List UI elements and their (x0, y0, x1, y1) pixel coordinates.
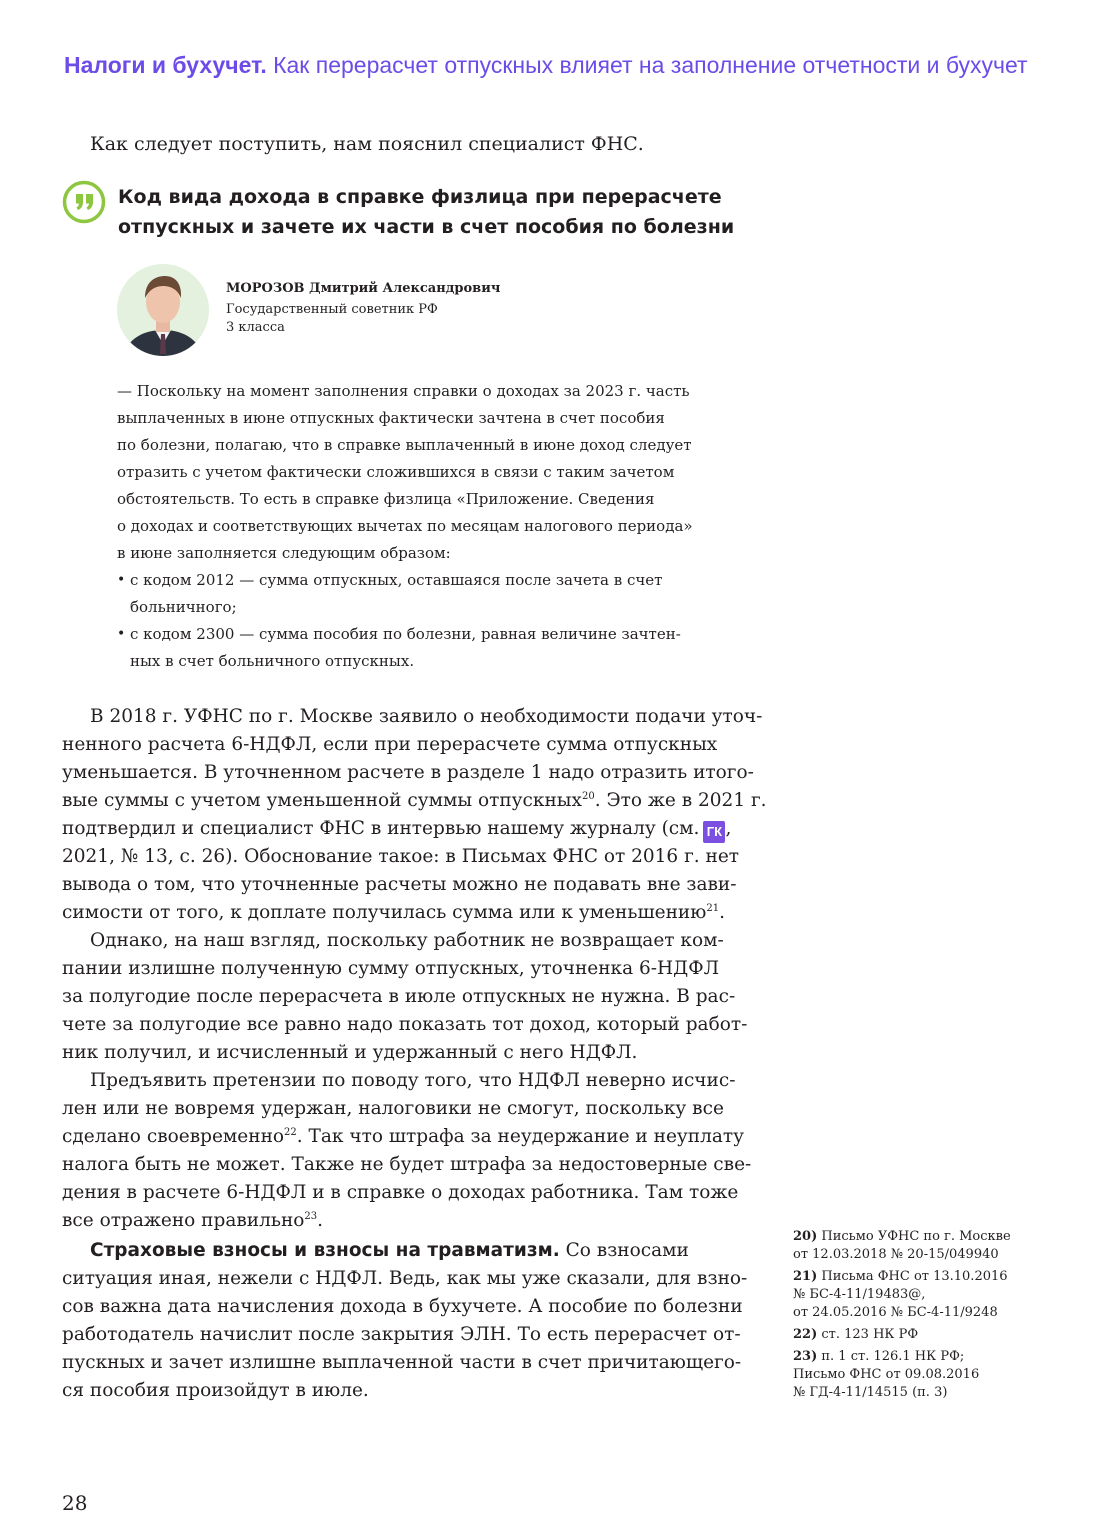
text-run: вые суммы с учетом уменьшенной суммы отпускных (62, 790, 582, 811)
quote-text-line: о доходах и соответствующих вычетах по месяцам налогового периода» (117, 517, 693, 535)
header-title: Как перерасчет отпускных влияет на заполнение отчетности и бухучет (273, 52, 1028, 78)
footnote-text: п. 1 ст. 126.1 НК РФ; (817, 1349, 965, 1364)
bullet-line: больничного; (130, 598, 237, 616)
body-line: пании излишне полученную сумму отпускных, уточненка 6-НДФЛ (62, 958, 720, 979)
body-line (90, 1240, 689, 1261)
expert-position: 3 класса (226, 320, 285, 335)
page-number: 28 (62, 1491, 88, 1515)
text-run: симости от того, к доплате получилась сумма или к уменьшению (62, 902, 707, 923)
text-run: Со взносами (559, 1240, 689, 1261)
quote-title-line: отпускных и зачете их части в счет пособия по болезни (118, 216, 735, 238)
body-line: чете за полугодие все равно надо показать тот доход, который работ- (62, 1014, 748, 1035)
footnote-text: Письмо УФНС по г. Москве (817, 1229, 1011, 1244)
running-header (64, 52, 1028, 79)
text-run: . (317, 1210, 324, 1231)
footnote-number: 22) (793, 1327, 818, 1342)
text-run: все отражено правильно (62, 1210, 305, 1231)
subheading: Страховые взносы и взносы на травматизм. (90, 1240, 560, 1261)
body-line: лен или не вовремя удержан, налоговики не смогут, поскольку все (62, 1098, 724, 1119)
quote-text-line: — Поскольку на момент заполнения справки о доходах за 2023 г. часть (117, 382, 690, 400)
expert-name: МОРОЗОВ Дмитрий Александрович (226, 281, 501, 296)
text-run: . Это же в 2021 г. (594, 790, 767, 811)
footnote-text: от 24.05.2016 № БС-4-11/9248 (793, 1305, 998, 1320)
body-line: уменьшается. В уточненном расчете в разделе 1 надо отразить итого- (62, 762, 754, 783)
footnote-text: № ГД-4-11/14515 (п. 3) (793, 1385, 948, 1400)
footnote-number: 23) (793, 1349, 818, 1364)
header-section: Налоги и бухучет. (64, 52, 267, 78)
quote-text-line: выплаченных в июне отпускных фактически зачтена в счет пособия (117, 409, 665, 427)
body-line: за полугодие после перерасчета в июле отпускных не нужна. В рас- (62, 986, 736, 1007)
expert-avatar (117, 264, 209, 356)
footnote-text: Письма ФНС от 13.10.2016 (817, 1269, 1008, 1284)
body-line: ник получил, и исчисленный и удержанный с него НДФЛ. (62, 1042, 638, 1063)
footnote-ref: 23 (304, 1211, 318, 1222)
body-line: вывода о том, что уточненные расчеты можно не подавать вне зави- (62, 874, 737, 895)
body-line: ситуация иная, нежели с НДФЛ. Ведь, как мы уже сказали, для взно- (62, 1268, 748, 1289)
quote-icon (62, 180, 106, 224)
footnote-ref: 22 (284, 1127, 297, 1138)
footnote-number: 20) (793, 1229, 818, 1244)
body-line (62, 902, 725, 923)
text-run: сделано своевременно (62, 1126, 285, 1147)
quote-text-line: отразить с учетом фактически сложившихся в связи с таким зачетом (117, 463, 675, 481)
bullet-dot: • (117, 626, 126, 642)
footnote-text: Письмо ФНС от 09.08.2016 (793, 1367, 980, 1382)
footnote-text: от 12.03.2018 № 20-15/049940 (793, 1247, 999, 1262)
footnote-text: ст. 123 НК РФ (817, 1327, 919, 1342)
body-line: 2021, № 13, с. 26). Обоснование такое: в Письмах ФНС от 2016 г. нет (62, 846, 740, 867)
body-line: ненного расчета 6-НДФЛ, если при перерасчете сумма отпускных (62, 734, 718, 755)
footnote (793, 1269, 1008, 1284)
body-line (62, 1126, 744, 1147)
body-line (62, 1210, 323, 1231)
footnote-ref: 20 (581, 791, 595, 802)
footnote (793, 1349, 964, 1364)
text-run: подтвердил и специалист ФНС в интервью нашему журналу (см. (62, 818, 700, 839)
body-line: сов важна дата начисления дохода в бухучете. А пособие по болезни (62, 1296, 743, 1317)
expert-position: Государственный советник РФ (226, 302, 438, 317)
footnote-ref: 21 (706, 903, 720, 914)
quote-text-line: обстоятельств. То есть в справке физлица «Приложение. Сведения (117, 490, 655, 508)
footnote-text: № БС-4-11/19483@, (793, 1287, 926, 1302)
body-line: Предъявить претензии по поводу того, что НДФЛ неверно исчис- (90, 1070, 736, 1091)
body-line: работодатель начислит после закрытия ЭЛН. То есть перерасчет от- (62, 1324, 741, 1345)
text-run: , (725, 818, 732, 839)
body-line: налога быть не может. Также не будет штрафа за недостоверные све- (62, 1154, 752, 1175)
bullet-line: ных в счет больничного отпускных. (130, 652, 415, 670)
bullet-line: с кодом 2300 — сумма пособия по болезни, равная величине зачтен- (130, 625, 681, 643)
body-line: В 2018 г. УФНС по г. Москве заявило о необходимости подачи уточ- (90, 706, 763, 727)
text-run: . (719, 902, 725, 923)
body-line: дения в расчете 6-НДФЛ и в справке о доходах работника. Там тоже (62, 1182, 739, 1203)
body-line (62, 818, 731, 843)
bullet-line: с кодом 2012 — сумма отпускных, оставшаяся после зачета в счет (130, 571, 663, 589)
footnote (793, 1327, 918, 1342)
intro-text: Как следует поступить, нам пояснил специалист ФНС. (90, 133, 644, 155)
journal-logo: ГК (703, 821, 725, 843)
quote-title-line: Код вида дохода в справке физлица при перерасчете (118, 186, 722, 208)
quote-text-line: по болезни, полагаю, что в справке выплаченный в июне доход следует (117, 436, 692, 454)
footnote-number: 21) (793, 1269, 818, 1284)
bullet-dot: • (117, 572, 126, 588)
body-line: пускных и зачет излишне выплаченной части в счет причитающего- (62, 1352, 742, 1373)
quote-text-line: в июне заполняется следующим образом: (117, 544, 451, 562)
body-line: ся пособия произойдут в июле. (62, 1380, 369, 1401)
text-run: . Так что штрафа за неудержание и неуплату (296, 1126, 745, 1147)
footnote (793, 1229, 1011, 1244)
body-line: Однако, на наш взгляд, поскольку работник не возвращает ком- (90, 930, 724, 951)
body-line (62, 790, 767, 811)
